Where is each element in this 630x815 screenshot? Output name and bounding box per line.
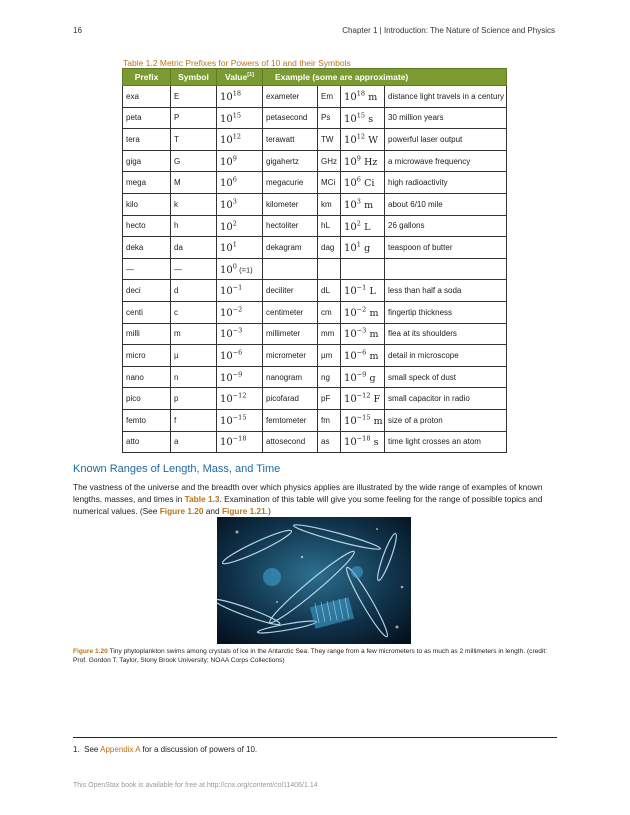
value-cell: $10^{-18}$ bbox=[217, 431, 263, 453]
figure-label: Figure 1.20 bbox=[73, 648, 108, 655]
symbol-cell: M bbox=[171, 172, 217, 194]
unit-symbol-cell: µm bbox=[318, 345, 341, 367]
unit-symbol-cell: as bbox=[318, 431, 341, 453]
link-figure-1-20[interactable]: Figure 1.20 bbox=[159, 506, 204, 516]
unit-name-cell bbox=[263, 258, 318, 280]
unit-name-cell: hectoliter bbox=[263, 215, 318, 237]
prefix-cell: nano bbox=[123, 366, 171, 388]
description-cell: size of a proton bbox=[385, 409, 507, 431]
table-row bbox=[123, 150, 507, 172]
col-symbol: Symbol bbox=[171, 69, 217, 86]
prefix-cell: tera bbox=[123, 129, 171, 151]
description-cell bbox=[385, 258, 507, 280]
unit-symbol-cell: dL bbox=[318, 280, 341, 302]
quantity-cell: $10^{-1}$ L bbox=[341, 280, 385, 302]
value-cell: $10^2$ bbox=[217, 215, 263, 237]
page-number: 16 bbox=[73, 26, 82, 35]
link-figure-1-21[interactable]: Figure 1.21 bbox=[221, 506, 266, 516]
description-cell: teaspoon of butter bbox=[385, 237, 507, 259]
footnote-ref[interactable]: [1] bbox=[247, 72, 254, 79]
value-cell: $10^3$ bbox=[217, 193, 263, 215]
quantity-cell: $10^{15}$ s bbox=[341, 107, 385, 129]
value-cell: $10^0$ (=1) bbox=[217, 258, 263, 280]
unit-name-cell: kilometer bbox=[263, 193, 318, 215]
prefix-cell: exa bbox=[123, 86, 171, 108]
body-paragraph: The vastness of the universe and the breadth over which physics applies are illustrated by the wide range of examples of known lengths, masses, and times in Table 1.3. Examination of this table will give you some feeling for the range of possible topics and numerical values. (See Figure 1.20 and Figure 1.21.) bbox=[73, 482, 543, 516]
unit-name-cell: petasecond bbox=[263, 107, 318, 129]
prefix-cell: — bbox=[123, 258, 171, 280]
quantity-cell: $10^2$ L bbox=[341, 215, 385, 237]
symbol-cell: k bbox=[171, 193, 217, 215]
description-cell: powerful laser output bbox=[385, 129, 507, 151]
symbol-cell: a bbox=[171, 431, 217, 453]
value-cell: $10^{15}$ bbox=[217, 107, 263, 129]
symbol-cell: p bbox=[171, 388, 217, 410]
chapter-header: Chapter 1 | Introduction: The Nature of Science and Physics bbox=[342, 26, 555, 35]
table-row bbox=[123, 409, 507, 431]
unit-name-cell: micrometer bbox=[263, 345, 318, 367]
unit-symbol-cell: hL bbox=[318, 215, 341, 237]
col-example: Example (some are approximate) bbox=[263, 69, 507, 86]
symbol-cell: c bbox=[171, 301, 217, 323]
value-cell: $10^{-2}$ bbox=[217, 301, 263, 323]
unit-name-cell: attosecond bbox=[263, 431, 318, 453]
unit-symbol-cell: TW bbox=[318, 129, 341, 151]
quantity-cell: $10^{-15}$ m bbox=[341, 409, 385, 431]
table-row bbox=[123, 193, 507, 215]
unit-symbol-cell: mm bbox=[318, 323, 341, 345]
prefix-cell: atto bbox=[123, 431, 171, 453]
value-cell: $10^{-9}$ bbox=[217, 366, 263, 388]
quantity-cell: $10^{18}$ m bbox=[341, 86, 385, 108]
table-caption: Table 1.2 Metric Prefixes for Powers of 10 and their Symbols bbox=[123, 58, 351, 68]
unit-symbol-cell: cm bbox=[318, 301, 341, 323]
symbol-cell: da bbox=[171, 237, 217, 259]
value-cell: $10^6$ bbox=[217, 172, 263, 194]
description-cell: fingertip thickness bbox=[385, 301, 507, 323]
section-title: Known Ranges of Length, Mass, and Time bbox=[73, 463, 281, 475]
table-row bbox=[123, 345, 507, 367]
value-cell: $10^{18}$ bbox=[217, 86, 263, 108]
symbol-cell: P bbox=[171, 107, 217, 129]
prefix-cell: giga bbox=[123, 150, 171, 172]
description-cell: about 6/10 mile bbox=[385, 193, 507, 215]
unit-symbol-cell bbox=[318, 258, 341, 280]
table-row bbox=[123, 366, 507, 388]
quantity-cell: $10^1$ g bbox=[341, 237, 385, 259]
quantity-cell: $10^{-18}$ s bbox=[341, 431, 385, 453]
value-cell: $10^{12}$ bbox=[217, 129, 263, 151]
table-row bbox=[123, 301, 507, 323]
quantity-cell: $10^3$ m bbox=[341, 193, 385, 215]
description-cell: small speck of dust bbox=[385, 366, 507, 388]
col-value: Value[1] bbox=[217, 69, 263, 86]
description-cell: detail in microscope bbox=[385, 345, 507, 367]
table-row bbox=[123, 129, 507, 151]
prefix-cell: micro bbox=[123, 345, 171, 367]
symbol-cell: G bbox=[171, 150, 217, 172]
value-cell: $10^{-6}$ bbox=[217, 345, 263, 367]
symbol-cell: µ bbox=[171, 345, 217, 367]
value-cell: $10^9$ bbox=[217, 150, 263, 172]
prefix-cell: kilo bbox=[123, 193, 171, 215]
table-row bbox=[123, 323, 507, 345]
table-row bbox=[123, 388, 507, 410]
unit-symbol-cell: fm bbox=[318, 409, 341, 431]
unit-symbol-cell: dag bbox=[318, 237, 341, 259]
unit-name-cell: nanogram bbox=[263, 366, 318, 388]
prefix-cell: pico bbox=[123, 388, 171, 410]
value-cell: $10^{-12}$ bbox=[217, 388, 263, 410]
quantity-cell: $10^{-9}$ g bbox=[341, 366, 385, 388]
unit-name-cell: femtometer bbox=[263, 409, 318, 431]
symbol-cell: m bbox=[171, 323, 217, 345]
quantity-cell: $10^6$ Ci bbox=[341, 172, 385, 194]
description-cell: flea at its shoulders bbox=[385, 323, 507, 345]
unit-name-cell: terawatt bbox=[263, 129, 318, 151]
description-cell: less than half a soda bbox=[385, 280, 507, 302]
col-prefix: Prefix bbox=[123, 69, 171, 86]
unit-name-cell: centimeter bbox=[263, 301, 318, 323]
unit-symbol-cell: km bbox=[318, 193, 341, 215]
unit-symbol-cell: Em bbox=[318, 86, 341, 108]
prefix-cell: milli bbox=[123, 323, 171, 345]
description-cell: small capacitor in radio bbox=[385, 388, 507, 410]
quantity-cell: $10^{-2}$ m bbox=[341, 301, 385, 323]
quantity-cell: $10^{-6}$ m bbox=[341, 345, 385, 367]
quantity-cell: $10^{-12}$ F bbox=[341, 388, 385, 410]
footnote-divider bbox=[73, 737, 557, 738]
prefix-cell: mega bbox=[123, 172, 171, 194]
symbol-cell: n bbox=[171, 366, 217, 388]
symbol-cell: T bbox=[171, 129, 217, 151]
description-cell: 30 million years bbox=[385, 107, 507, 129]
symbol-cell: — bbox=[171, 258, 217, 280]
prefix-cell: deci bbox=[123, 280, 171, 302]
unit-name-cell: dekagram bbox=[263, 237, 318, 259]
prefix-cell: peta bbox=[123, 107, 171, 129]
symbol-cell: E bbox=[171, 86, 217, 108]
prefix-cell: deka bbox=[123, 237, 171, 259]
table-row bbox=[123, 431, 507, 453]
description-cell: distance light travels in a century bbox=[385, 86, 507, 108]
table-header-row bbox=[123, 69, 507, 86]
prefix-cell: hecto bbox=[123, 215, 171, 237]
value-cell: $10^{-3}$ bbox=[217, 323, 263, 345]
phytoplankton-photo bbox=[217, 517, 411, 644]
link-table-1-3[interactable]: Table 1.3 bbox=[184, 494, 220, 504]
unit-name-cell: gigahertz bbox=[263, 150, 318, 172]
value-cell: $10^{-15}$ bbox=[217, 409, 263, 431]
unit-name-cell: millimeter bbox=[263, 323, 318, 345]
prefix-cell: centi bbox=[123, 301, 171, 323]
table-row bbox=[123, 280, 507, 302]
description-cell: 26 gallons bbox=[385, 215, 507, 237]
table-row bbox=[123, 215, 507, 237]
table-row bbox=[123, 107, 507, 129]
unit-symbol-cell: GHz bbox=[318, 150, 341, 172]
quantity-cell: $10^{-3}$ m bbox=[341, 323, 385, 345]
symbol-cell: f bbox=[171, 409, 217, 431]
link-appendix-a[interactable]: Appendix A bbox=[100, 745, 141, 754]
page-footer: This OpenStax book is available for free at http://cnx.org/content/col11406/1.14 bbox=[73, 782, 318, 789]
value-cell: $10^{-1}$ bbox=[217, 280, 263, 302]
table-row bbox=[123, 172, 507, 194]
prefix-table bbox=[122, 68, 507, 453]
table-row bbox=[123, 258, 507, 280]
unit-name-cell: picofarad bbox=[263, 388, 318, 410]
unit-symbol-cell: MCi bbox=[318, 172, 341, 194]
description-cell: a microwave frequency bbox=[385, 150, 507, 172]
unit-name-cell: megacurie bbox=[263, 172, 318, 194]
description-cell: time light crosses an atom bbox=[385, 431, 507, 453]
quantity-cell: $10^{12}$ W bbox=[341, 129, 385, 151]
quantity-cell: $10^9$ Hz bbox=[341, 150, 385, 172]
symbol-cell: h bbox=[171, 215, 217, 237]
unit-name-cell: deciliter bbox=[263, 280, 318, 302]
unit-name-cell: exameter bbox=[263, 86, 318, 108]
unit-symbol-cell: pF bbox=[318, 388, 341, 410]
description-cell: high radioactivity bbox=[385, 172, 507, 194]
unit-symbol-cell: Ps bbox=[318, 107, 341, 129]
quantity-cell bbox=[341, 258, 385, 280]
prefix-cell: femto bbox=[123, 409, 171, 431]
unit-symbol-cell: ng bbox=[318, 366, 341, 388]
table-row bbox=[123, 86, 507, 108]
value-cell: $10^1$ bbox=[217, 237, 263, 259]
table-row bbox=[123, 237, 507, 259]
footnote: 1. See Appendix A for a discussion of powers of 10. bbox=[73, 745, 258, 754]
symbol-cell: d bbox=[171, 280, 217, 302]
figure-caption: Figure 1.20 Tiny phytoplankton swims among crystals of ice in the Antarctic Sea. They range from a few micrometers to as much as 2 millimeters in length. (credit: Prof. Gordon T. Taylor, Stony Brook University; NOAA Corps Collections) bbox=[73, 648, 548, 664]
